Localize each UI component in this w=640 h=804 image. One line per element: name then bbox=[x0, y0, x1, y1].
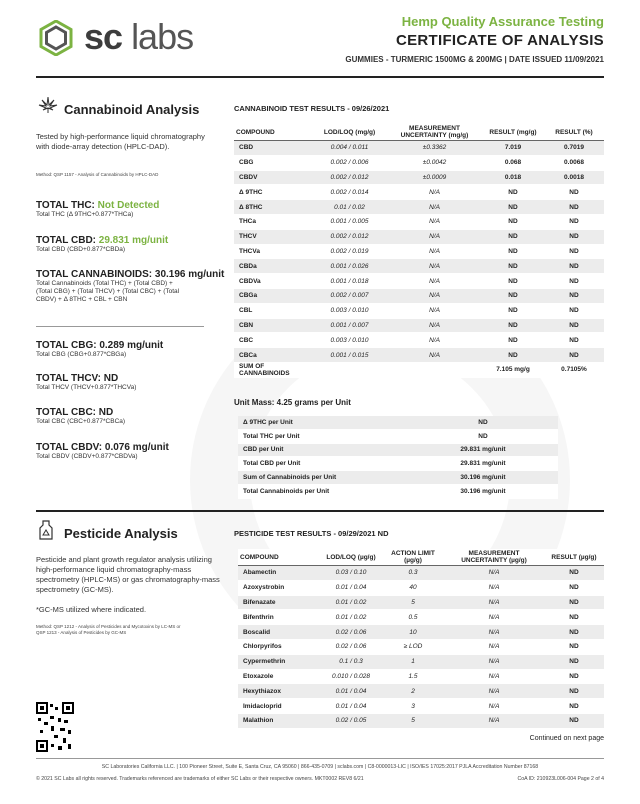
table-row bbox=[238, 471, 558, 485]
table-cell: ND bbox=[482, 318, 544, 333]
table-cell: 0.002 / 0.007 bbox=[312, 288, 387, 303]
table-row bbox=[238, 669, 604, 684]
table-cell: 0.7019 bbox=[544, 141, 604, 156]
table-cell: ND bbox=[544, 318, 604, 333]
table-cell: 7.019 bbox=[482, 141, 544, 156]
table-cell: ND bbox=[544, 699, 604, 714]
table-cell: CBN bbox=[234, 318, 312, 333]
table-cell: 0.068 bbox=[482, 155, 544, 170]
table-cell: ND bbox=[544, 185, 604, 200]
table-cell: ND bbox=[544, 200, 604, 215]
table-cell: 0.001 / 0.018 bbox=[312, 274, 387, 289]
table-cell: Abamectin bbox=[238, 566, 320, 581]
table-cell: N/A bbox=[387, 244, 482, 259]
footer-copyright: © 2021 SC Labs all rights reserved. Trademarks referenced are trademarks of either SC Labs or their respective owners. MKT0002 REV8 6/21 bbox=[36, 776, 364, 782]
table-row bbox=[234, 214, 604, 229]
table-row bbox=[234, 303, 604, 318]
table-cell: Δ 9THC bbox=[234, 185, 312, 200]
sc-labs-logo-icon bbox=[38, 20, 74, 56]
table-cell: ND bbox=[544, 669, 604, 684]
table-cell: ND bbox=[408, 416, 558, 429]
table-cell: 0.002 / 0.012 bbox=[312, 170, 387, 185]
table-cell: ND bbox=[544, 274, 604, 289]
table-cell: N/A bbox=[444, 639, 544, 654]
table-cell: 0.7105% bbox=[544, 362, 604, 377]
table-cell: Sum of Cannabinoids per Unit bbox=[238, 471, 408, 485]
table-cell: N/A bbox=[387, 288, 482, 303]
table-cell: ND bbox=[482, 200, 544, 215]
table-cell: Δ 8THC bbox=[234, 200, 312, 215]
table-row bbox=[238, 443, 558, 457]
table-cell: 5 bbox=[382, 595, 444, 610]
table-cell: ND bbox=[544, 259, 604, 274]
table-cell: 0.01 / 0.02 bbox=[320, 610, 382, 625]
table-row bbox=[234, 348, 604, 363]
table-row bbox=[238, 639, 604, 654]
table-cell bbox=[312, 362, 387, 377]
table-cell: ND bbox=[544, 713, 604, 728]
table-cell: ND bbox=[544, 229, 604, 244]
table-row bbox=[238, 699, 604, 714]
table-cell: N/A bbox=[387, 274, 482, 289]
table-cell: ND bbox=[544, 639, 604, 654]
table-cell: THCVa bbox=[234, 244, 312, 259]
table-row bbox=[238, 416, 558, 429]
table-cell: 0.010 / 0.028 bbox=[320, 669, 382, 684]
cannabinoid-results-table bbox=[234, 124, 604, 378]
table-cell: ND bbox=[544, 244, 604, 259]
table-row bbox=[238, 595, 604, 610]
table-cell: 30.196 mg/unit bbox=[408, 471, 558, 485]
table-cell: N/A bbox=[387, 185, 482, 200]
table-cell: Boscalid bbox=[238, 625, 320, 640]
table-cell: N/A bbox=[387, 318, 482, 333]
table-row bbox=[234, 185, 604, 200]
table-cell: ND bbox=[482, 185, 544, 200]
table-cell: ND bbox=[482, 244, 544, 259]
product-line: GUMMIES - TURMERIC 1500MG & 200MG | DATE ISSUED 11/09/2021 bbox=[345, 55, 604, 64]
table-cell: N/A bbox=[444, 610, 544, 625]
table-row bbox=[238, 457, 558, 471]
total-thc: TOTAL THC: Not Detected Total THC (Δ 9THC+0.877*THCa) bbox=[36, 200, 160, 218]
table-cell: 0.01 / 0.04 bbox=[320, 699, 382, 714]
cannabinoid-section-title: Cannabinoid Analysis bbox=[64, 102, 200, 117]
pesticide-description: Pesticide and plant growth regulator analysis utilizing high-performance liquid chromatography-mass spectrometry (HPLC-MS) or gas chromatography-mass spectrometry (GC-MS). bbox=[36, 555, 220, 594]
pesticide-bottle-icon bbox=[38, 520, 54, 540]
table-cell: 0.01 / 0.04 bbox=[320, 684, 382, 699]
table-cell: Etoxazole bbox=[238, 669, 320, 684]
table-cell: 0.02 / 0.05 bbox=[320, 713, 382, 728]
table-cell: 0.01 / 0.02 bbox=[312, 200, 387, 215]
table-cell: 0.002 / 0.006 bbox=[312, 155, 387, 170]
table-row bbox=[234, 155, 604, 170]
footer-divider bbox=[36, 758, 604, 759]
table-cell: 7.105 mg/g bbox=[482, 362, 544, 377]
table-cell: 0.003 / 0.010 bbox=[312, 303, 387, 318]
footer-contact: SC Laboratories California LLC. | 100 Pioneer Street, Suite E, Santa Cruz, CA 95060 | 866-435-0709 | sclabs.com | C8-0000013-LIC | ISO/IES 17025:2017 PJLA Accreditation Number 87168 bbox=[101, 764, 539, 770]
table-cell: Chlorpyrifos bbox=[238, 639, 320, 654]
table-cell: ±0.0009 bbox=[387, 170, 482, 185]
table-cell: 0.002 / 0.019 bbox=[312, 244, 387, 259]
table-cell: ND bbox=[544, 654, 604, 669]
table-cell: ≥ LOD bbox=[382, 639, 444, 654]
table-row bbox=[234, 200, 604, 215]
table-cell: N/A bbox=[444, 699, 544, 714]
table-cell: Imidacloprid bbox=[238, 699, 320, 714]
table-cell: CBG bbox=[234, 155, 312, 170]
table-cell: N/A bbox=[387, 303, 482, 318]
table-row bbox=[238, 580, 604, 595]
table-row bbox=[234, 170, 604, 185]
table-cell: CBD per Unit bbox=[238, 443, 408, 457]
table-cell: SUM OF CANNABINOIDS bbox=[234, 362, 312, 377]
table-cell: CBCa bbox=[234, 348, 312, 363]
table-cell: ND bbox=[408, 429, 558, 443]
table-cell bbox=[387, 362, 482, 377]
table-row bbox=[238, 713, 604, 728]
tagline: Hemp Quality Assurance Testing bbox=[401, 14, 604, 29]
table-row bbox=[238, 625, 604, 640]
table-cell: 0.0068 bbox=[544, 155, 604, 170]
table-cell: 0.001 / 0.005 bbox=[312, 214, 387, 229]
table-cell: ND bbox=[544, 684, 604, 699]
table-row bbox=[234, 274, 604, 289]
table-cell: 0.001 / 0.007 bbox=[312, 318, 387, 333]
totals-divider bbox=[36, 326, 204, 327]
table-row bbox=[234, 141, 604, 156]
section-divider bbox=[36, 510, 604, 512]
table-cell: 0.01 / 0.02 bbox=[320, 595, 382, 610]
table-cell: 0.0018 bbox=[544, 170, 604, 185]
table-cell: 0.002 / 0.014 bbox=[312, 185, 387, 200]
table-cell: ND bbox=[544, 595, 604, 610]
table-cell: THCa bbox=[234, 214, 312, 229]
table-row bbox=[234, 229, 604, 244]
table-cell: ND bbox=[544, 303, 604, 318]
table-cell: 0.03 / 0.10 bbox=[320, 566, 382, 581]
table-cell: ND bbox=[482, 348, 544, 363]
table-cell: Total Cannabinoids per Unit bbox=[238, 484, 408, 498]
table-cell: 0.3 bbox=[382, 566, 444, 581]
table-row bbox=[238, 429, 558, 443]
pesticide-status: ND bbox=[377, 529, 389, 538]
table-cell: 5 bbox=[382, 713, 444, 728]
continued-note: Continued on next page bbox=[529, 735, 604, 742]
cannabinoid-results-title: CANNABINOID TEST RESULTS - 09/26/2021 bbox=[234, 104, 390, 113]
table-cell: 1.5 bbox=[382, 669, 444, 684]
table-cell: ND bbox=[482, 274, 544, 289]
table-cell: Δ 9THC per Unit bbox=[238, 416, 408, 429]
table-cell: 40 bbox=[382, 580, 444, 595]
table-cell: ND bbox=[482, 303, 544, 318]
table-cell: 30.196 mg/unit bbox=[408, 484, 558, 498]
table-cell: N/A bbox=[387, 333, 482, 348]
table-cell: N/A bbox=[444, 595, 544, 610]
cannabinoid-method: Method: QSP 1157 - Analysis of Cannabinoids by HPLC-DAD bbox=[36, 172, 159, 177]
table-cell: ND bbox=[482, 214, 544, 229]
table-cell: ±0.0042 bbox=[387, 155, 482, 170]
table-cell: ±0.3362 bbox=[387, 141, 482, 156]
table-cell: Malathion bbox=[238, 713, 320, 728]
table-cell: 0.02 / 0.06 bbox=[320, 639, 382, 654]
table-cell: ND bbox=[544, 610, 604, 625]
pesticide-method: Method: QSP 1212 - Analysis of Pesticides and Mycotoxins by LC-MS or QSP 1213 - Analysis of Pesticides by GC-MS bbox=[36, 624, 181, 635]
table-cell: 0.003 / 0.010 bbox=[312, 333, 387, 348]
footer-coa-id: CoA ID: 210923L006-004 Page 2 of 4 bbox=[517, 776, 604, 782]
table-cell: 0.001 / 0.015 bbox=[312, 348, 387, 363]
table-cell: 0.004 / 0.011 bbox=[312, 141, 387, 156]
table-cell: CBL bbox=[234, 303, 312, 318]
table-cell: 2 bbox=[382, 684, 444, 699]
table-cell: THCV bbox=[234, 229, 312, 244]
table-cell: 0.018 bbox=[482, 170, 544, 185]
table-row bbox=[234, 318, 604, 333]
table-row bbox=[234, 244, 604, 259]
table-cell: Bifenthrin bbox=[238, 610, 320, 625]
table-row bbox=[238, 484, 558, 498]
table-cell: CBDV bbox=[234, 170, 312, 185]
table-cell: 0.002 / 0.012 bbox=[312, 229, 387, 244]
table-cell: N/A bbox=[387, 348, 482, 363]
table-cell: N/A bbox=[444, 654, 544, 669]
sum-row bbox=[234, 362, 604, 377]
table-cell: Bifenazate bbox=[238, 595, 320, 610]
table-cell: CBGa bbox=[234, 288, 312, 303]
table-cell: CBC bbox=[234, 333, 312, 348]
table-cell: N/A bbox=[444, 566, 544, 581]
table-row bbox=[238, 654, 604, 669]
table-cell: N/A bbox=[387, 259, 482, 274]
table-cell: ND bbox=[544, 580, 604, 595]
table-cell: ND bbox=[544, 625, 604, 640]
table-cell: 0.5 bbox=[382, 610, 444, 625]
qr-code[interactable] bbox=[36, 702, 74, 752]
table-cell: 29.831 mg/unit bbox=[408, 457, 558, 471]
sc-labs-logo: sc labs bbox=[84, 16, 194, 57]
total-cbd: TOTAL CBD: 29.831 mg/unit Total CBD (CBD+0.877*CBDa) bbox=[36, 235, 169, 253]
pesticide-results-table bbox=[238, 549, 604, 729]
table-cell: Cypermethrin bbox=[238, 654, 320, 669]
table-cell: 0.01 / 0.04 bbox=[320, 580, 382, 595]
table-cell: ND bbox=[544, 566, 604, 581]
pesticide-section-title: Pesticide Analysis bbox=[64, 526, 178, 541]
total-cbdv: TOTAL CBDV: 0.076 mg/unit Total CBDV (CBDV+0.877*CBDVa) bbox=[36, 442, 169, 460]
cannabis-leaf-icon bbox=[38, 95, 58, 115]
total-cannabinoids: TOTAL CANNABINOIDS: 30.196 mg/unit Total Cannabinoids (Total THC) + (Total CBD) + (Total CBG) + (Total THCV) + (Total CBC) + (Total CBDV) + Δ 8THC + CBL + CBN bbox=[36, 269, 225, 303]
table-cell: CBDVa bbox=[234, 274, 312, 289]
total-thcv: TOTAL THCV: ND Total THCV (THCV+0.877*THCVa) bbox=[36, 373, 137, 391]
table-row bbox=[234, 333, 604, 348]
table-cell: 1 bbox=[382, 654, 444, 669]
table-cell: N/A bbox=[444, 669, 544, 684]
table-cell: ND bbox=[482, 333, 544, 348]
table-header-row: COMPOUND LOD/LOQ (µg/g) ACTION LIMIT (µg/g) MEASUREMENT UNCERTAINTY (µg/g) RESULT (µg/g) bbox=[238, 549, 604, 566]
header-divider bbox=[36, 76, 604, 78]
table-cell: Hexythiazox bbox=[238, 684, 320, 699]
table-cell: N/A bbox=[387, 229, 482, 244]
table-cell: ND bbox=[544, 348, 604, 363]
table-cell: N/A bbox=[444, 625, 544, 640]
table-cell: Total THC per Unit bbox=[238, 429, 408, 443]
table-cell: 10 bbox=[382, 625, 444, 640]
table-cell: N/A bbox=[387, 214, 482, 229]
table-cell: Total CBD per Unit bbox=[238, 457, 408, 471]
table-cell: Azoxystrobin bbox=[238, 580, 320, 595]
pesticide-note: *GC-MS utilized where indicated. bbox=[36, 605, 147, 614]
table-row bbox=[238, 566, 604, 581]
table-header-row: COMPOUND LOD/LOQ (mg/g) MEASUREMENT UNCERTAINTY (mg/g) RESULT (mg/g) RESULT (%) bbox=[234, 124, 604, 141]
table-cell: N/A bbox=[444, 684, 544, 699]
table-cell: 29.831 mg/unit bbox=[408, 443, 558, 457]
cannabinoid-description: Tested by high-performance liquid chromatography with diode-array detection (HPLC-DAD). bbox=[36, 132, 205, 151]
table-row bbox=[234, 259, 604, 274]
unit-mass: Unit Mass: 4.25 grams per Unit bbox=[234, 398, 351, 407]
table-cell: N/A bbox=[444, 580, 544, 595]
table-cell: 0.1 / 0.3 bbox=[320, 654, 382, 669]
total-cbc: TOTAL CBC: ND Total CBC (CBC+0.877*CBCa) bbox=[36, 407, 126, 425]
per-unit-table bbox=[238, 416, 558, 499]
table-cell: ND bbox=[482, 259, 544, 274]
table-cell: N/A bbox=[444, 713, 544, 728]
table-cell: 0.02 / 0.06 bbox=[320, 625, 382, 640]
table-cell: ND bbox=[482, 288, 544, 303]
table-cell: ND bbox=[544, 333, 604, 348]
table-cell: CBD bbox=[234, 141, 312, 156]
table-row bbox=[234, 288, 604, 303]
table-cell: ND bbox=[482, 229, 544, 244]
table-cell: 0.001 / 0.026 bbox=[312, 259, 387, 274]
table-cell: ND bbox=[544, 214, 604, 229]
table-cell: N/A bbox=[387, 200, 482, 215]
table-cell: CBDa bbox=[234, 259, 312, 274]
table-cell: 3 bbox=[382, 699, 444, 714]
page-title: CERTIFICATE OF ANALYSIS bbox=[395, 32, 604, 49]
table-row bbox=[238, 684, 604, 699]
table-cell: ND bbox=[544, 288, 604, 303]
total-cbg: TOTAL CBG: 0.289 mg/unit Total CBG (CBG+0.877*CBGa) bbox=[36, 340, 164, 358]
table-row bbox=[238, 610, 604, 625]
pesticide-results-title: PESTICIDE TEST RESULTS - 09/29/2021 ND bbox=[234, 529, 389, 538]
